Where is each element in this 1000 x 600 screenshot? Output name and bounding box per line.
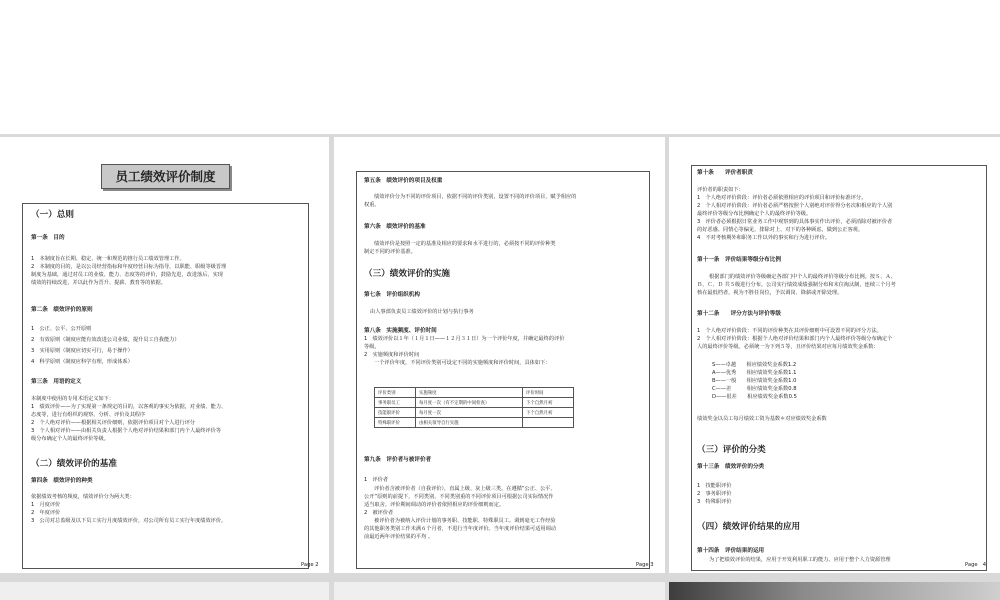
article-title: 第十二条 评分方法与评价等级	[697, 311, 781, 317]
text-line: 前最近两年评价结果的平均 。	[364, 534, 434, 540]
text-line: 2 个人相对评价阶段：根据个人绝对评价结果和部门内个人最终评价等级分布确定个	[697, 336, 893, 342]
grade-line: D——很差 相应绩效奖金系数0.5	[712, 394, 797, 400]
text-line: 3 公司对总监级及以下员工实行月度绩效评价，对公司所有员工实行年度绩效评价。	[31, 518, 227, 524]
article-title: 第十条 评价者职责	[697, 170, 753, 176]
text-line: 核在最低档者，视为不胜任岗位，予以调岗、降薪或开除处理。	[697, 290, 843, 296]
article-title: 第六条 绩效评价的基准	[364, 224, 426, 230]
article-title: 第二条 绩效评价的原则	[31, 307, 93, 313]
article-title: 第五条 绩效评价的项目及权重	[364, 178, 443, 184]
text-line: 1 评价者	[364, 477, 389, 483]
text-line: 绩效的持续改进，并以此作为晋升、提薪、教育等的依据。	[31, 280, 166, 286]
table-cell	[523, 418, 574, 428]
table-cell: 下个自然月初	[523, 398, 574, 408]
text-line: 2 有效原则（制度应能有效改进公司业绩，提升员工自我能力）	[31, 337, 180, 343]
text-line: 2 个人绝对评价——根据相关评价细则，依据评价项目对个人进行评分	[31, 420, 196, 426]
text-line: 4 不对考核期外和职务工作以外的事实和行为进行评价。	[697, 235, 830, 241]
text-line: 2 被评价者	[364, 510, 394, 516]
table-header: 评价类别	[375, 388, 416, 398]
grade-line: A——优秀 相应绩效奖金系数1.1	[712, 370, 797, 376]
article-title: 第四条 绩效评价的种类	[31, 478, 93, 484]
table-cell: 每月度一次	[416, 408, 523, 418]
section-heading: （三）评价的分类	[697, 445, 766, 455]
section-heading: （一）总则	[31, 210, 74, 220]
article-title: 第十四条 评价结果的运用	[697, 548, 765, 554]
text-line: 评价者含被评价者（自我评价），直属上级、灰上级三类。在遵循“公正、公平、	[374, 486, 556, 492]
text-line: 1 月度评价	[31, 502, 61, 508]
text-line: 1 绩效评价——为了实现第一条规定的目的，以客观的事实为依据，对业绩、能力、	[31, 404, 227, 410]
text-line: 由人事部负责员工绩效评价的计划与执行事务	[370, 309, 474, 315]
document-page-3	[334, 137, 665, 573]
text-line: 公开”原则的前提下，不同类别、不同类别重的不同评价项目可根据公司实际情况作	[364, 494, 554, 500]
table-cell: 技能职评价	[375, 408, 416, 418]
text-line: 1 公正、公平、公开原则	[31, 326, 92, 332]
text-line: 一个评价年度，不同评价类别可设定不同的实施频度和评价时间，具体如下：	[374, 360, 551, 366]
text-line: 人的最终评价等级。必须统一为下列５等，且评价结果对应每月绩效奖金系数：	[697, 344, 879, 350]
next-page-area	[334, 582, 665, 600]
text-line: 绩效评价分为不同的评价项目，依据不同的评价类别，设置不同的评价项目，赋予相应的	[374, 194, 577, 200]
page-number: Page 4	[965, 562, 987, 568]
text-line: 1 本制度旨在长期、稳定、统一和规范的推行员工绩效管理工作。	[31, 256, 185, 262]
text-line: 最终评价等级分布比例确定个人的最终评价等级。	[697, 211, 812, 217]
document-title: 员工绩效评价制度	[101, 164, 230, 189]
article-title: 第十三条 绩效评价的分类	[697, 464, 765, 470]
table-cell: 由相关领导自行实施	[416, 418, 523, 428]
article-title: 第三条 用语的定义	[31, 379, 82, 385]
text-line: 态度等，进行有组织的观察、分析、评价及其程序	[31, 412, 146, 418]
text-line: 1 个人绝对评价阶段：不同的评价种类在其评价细则中可设置不同的评分方法。	[697, 328, 882, 334]
document-page-4	[669, 137, 1000, 573]
text-line: Ｂ、Ｃ、Ｄ 共５级进行分布。公司实行绩效成绩强制分布和末位淘汰制，连续三个月考	[697, 282, 896, 288]
table-row	[375, 418, 574, 428]
text-line: 1 绩效评价以１年（１月１日——１２月３１日）为一个评价年度，并确定最终的评价	[364, 336, 565, 342]
text-line: 2 实施频度和评价时间	[364, 352, 420, 358]
text-line: 级分布确定个人的最终评价等级。	[31, 436, 109, 442]
table-header: 实施频度	[416, 388, 523, 398]
text-line: 1 技能职评价	[697, 483, 732, 489]
text-line: 本制度中使用的专用术语定义如下：	[31, 396, 115, 402]
article-title: 第八条 实施频度、评价时间	[364, 328, 437, 334]
text-line: 绩效奖金以员工每月绩效工资为基数＊对应绩效奖金系数	[697, 416, 827, 422]
evaluation-table	[374, 387, 574, 428]
text-line: 绩效评价是按照一定的基准及相应的要求和水平进行的，必须按不同的评价种类	[374, 241, 556, 247]
text-line: 被评价者为被纳入评价计划的事务职、技能职、特殊职员工。调到毫无工作经验	[374, 518, 556, 524]
section-heading: （二）绩效评价的基准	[31, 459, 117, 469]
document-page-2	[0, 137, 329, 573]
text-line: 根据部门的绩效评价等级确定各部门中个人的最终评价等级分布比例。按Ｓ、Ａ、	[709, 274, 896, 280]
text-line: 评价者的职责如下：	[697, 187, 744, 193]
text-line: 1 个人绝对评价阶段：评价者必须依照相应的评价项目和评价标准评分。	[697, 195, 867, 201]
text-line: 等级。	[364, 344, 380, 350]
page-number: Page 2	[301, 562, 319, 568]
grade-line: C——差 相应绩效奖金系数0.8	[712, 386, 797, 392]
text-line: 制度为基础，通过对员工的业绩、能力、态度等的评价，鼓励先进，改进落后、实现	[31, 272, 223, 278]
text-line: 适当取舍。评价期间调动的评价者依照相应的评价细则而定。	[364, 502, 505, 508]
text-line: 为了把绩效评价的结果，应用于开发利用职工的能力、应用于整个人力资源管理	[709, 557, 891, 563]
text-line: 3 个人相对评价——由相关负责人根据个人绝对评价结果和部门内个人最终评价等	[31, 428, 222, 434]
text-line: 的好恶感、同情心等偏见，排除对上、对下的各种顾虑，做到公正客观。	[697, 227, 864, 233]
table-header: 评价时间	[523, 388, 574, 398]
next-page-area	[669, 582, 1000, 600]
grade-line: S——卓越 相应绩效奖金系数1.2	[712, 362, 797, 368]
grade-line: B——一般 相应绩效奖金系数1.0	[712, 378, 797, 384]
article-title: 第九条 评价者与被评价者	[364, 457, 432, 463]
table-cell: 下个自然月初	[523, 408, 574, 418]
table-cell: 特殊职评价	[375, 418, 416, 428]
section-heading: （四）绩效评价结果的应用	[697, 522, 801, 532]
article-title: 第十一条 评价结果等级分布比例	[697, 257, 781, 263]
table-row	[375, 408, 574, 418]
text-line: 制定不同的评价基准。	[364, 249, 416, 255]
text-line: 3 实用原则（制度应切实可行，易于操作）	[31, 348, 133, 354]
text-line: 3 评价者必须根据日常业务工作中观察到的具体事实作出评价，必须消除对被评价者	[697, 219, 893, 225]
table-cell: 事务职员工	[375, 398, 416, 408]
text-line: 权重。	[364, 202, 380, 208]
article-title: 第一条 目的	[31, 235, 65, 241]
table-header-row	[375, 388, 574, 398]
table-cell: 每月度一次（有不定期的中间检查）	[416, 398, 523, 408]
section-heading: （三）绩效评价的实施	[364, 269, 450, 279]
article-title: 第七条 评价组织机构	[364, 292, 420, 298]
text-line: 4 科学原则（制度应科学有理，形成体系）	[31, 359, 133, 365]
text-line: 3 特殊职评价	[697, 499, 732, 505]
page-number: Page 3	[636, 562, 654, 568]
next-page-area	[0, 582, 329, 600]
table-row	[375, 398, 574, 408]
text-line: 的其他职务类别工作未满６个月者，不进行当年度评价。当年度评价结果可适用调动	[364, 526, 556, 532]
text-line: 2 事务职评价	[697, 491, 732, 497]
previous-page-area	[0, 0, 1000, 134]
text-line: 依据绩效考核的频度，绩效评价分为两大类：	[31, 494, 135, 500]
text-line: 2 个人相对评价阶段：评价者必须严格按照个人别绝对评价得分名次和相应的个人别	[697, 203, 893, 209]
text-line: 2 本制度的目的，是以公司经营指标和年度经营目标为指导，以职能、职级等级晋理	[31, 264, 227, 270]
text-line: 2 年度评价	[31, 510, 61, 516]
